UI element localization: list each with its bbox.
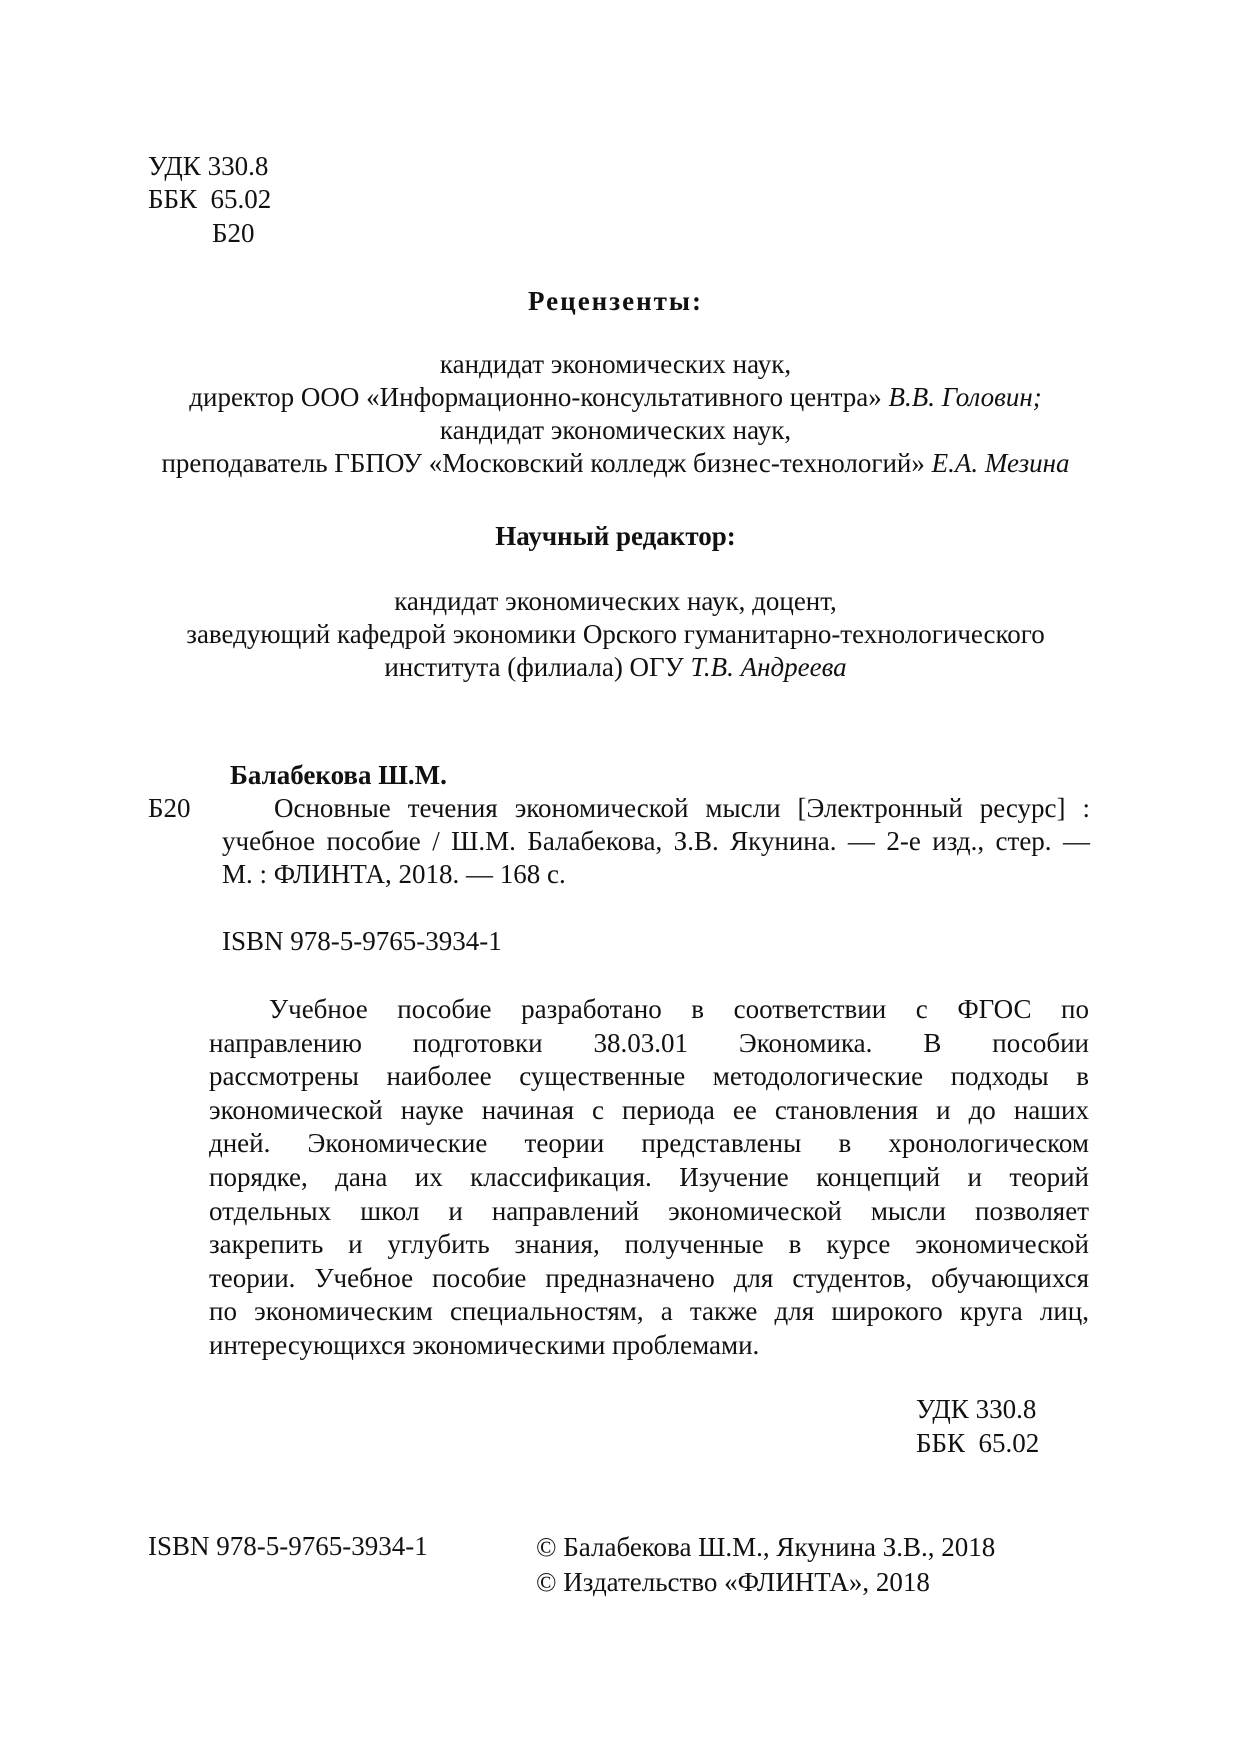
bib-isbn: ISBN 978-5-9765-3934-1 <box>222 926 502 956</box>
reviewer-line: кандидат экономических наук, <box>439 415 792 445</box>
annotation-line: порядке, дана их классификация. Изучение концепций и теорий <box>209 1161 1089 1192</box>
bib-line: учебное пособие / Ш.М. Балабекова, З.В. Якунина. — 2-е изд., стер. — <box>222 826 1090 856</box>
annotation-line: по экономическим специальностям, а также для широкого круга лиц, <box>209 1296 1089 1327</box>
bib-mark: Б20 <box>148 793 191 823</box>
annotation-line: закрепить и углубить знания, полученные в курсе экономической <box>209 1229 1089 1260</box>
annotation-line: рассмотрены наиболее существенные методологические подходы в <box>209 1061 1089 1092</box>
author-mark: Б20 <box>212 218 255 248</box>
editor-line: кандидат экономических наук, доцент, <box>394 586 837 616</box>
annotation-line: интересующихся экономическими проблемами. <box>209 1329 760 1360</box>
copyright-block <box>536 1530 995 1600</box>
editor-line: заведующий кафедрой экономики Орского гуманитарно-технологического <box>186 619 1045 649</box>
udk-code: УДК 330.8 <box>148 151 269 181</box>
reviewers-block <box>148 348 1083 480</box>
bbk-code: ББК 65.02 <box>148 184 272 214</box>
copyright-line: © Издательство «ФЛИНТА», 2018 <box>536 1567 930 1597</box>
reviewer-line: директор ООО «Информационно-консультативного центра» В.В. Головин; <box>189 382 1042 412</box>
annotation <box>209 993 1089 1363</box>
annotation-line: Учебное пособие разработано в соответствии с ФГОС по <box>269 994 1089 1024</box>
bib-description <box>222 792 1090 891</box>
copyright-line: © Балабекова Ш.М., Якунина З.В., 2018 <box>536 1532 996 1562</box>
footer-isbn: ISBN 978-5-9765-3934-1 <box>148 1531 428 1561</box>
bib-line: М. : ФЛИНТА, 2018. — 168 с. <box>222 859 566 889</box>
annotation-line: дней. Экономические теории представлены в хронологическом <box>209 1128 1089 1159</box>
annotation-line: экономической науке начиная с периода ее становления и до наших <box>209 1094 1089 1125</box>
bib-author: Балабекова Ш.М. <box>230 760 447 790</box>
annotation-line: отдельных школ и направлений экономической мысли позволяет <box>209 1195 1089 1226</box>
reviewer-line: преподаватель ГБПОУ «Московский колледж бизнес-технологий» Е.А. Мезина <box>161 448 1070 478</box>
bottom-udk-code: УДК 330.8 <box>916 1394 1037 1424</box>
bib-line: Основные течения экономической мысли [Электронный ресурс] : <box>274 793 1090 823</box>
bottom-bbk-code: ББК 65.02 <box>916 1428 1040 1458</box>
editor-line: института (филиала) ОГУ Т.В. Андреева <box>384 652 847 682</box>
editor-block <box>148 585 1083 684</box>
annotation-line: направлению подготовки 38.03.01 Экономика. В пособии <box>209 1027 1089 1058</box>
reviewer-line: кандидат экономических наук, <box>439 349 792 379</box>
reviewers-heading: Рецензенты: <box>528 286 703 316</box>
annotation-line: теории. Учебное пособие предназначено для студентов, обучающихся <box>209 1262 1089 1293</box>
editor-heading: Научный редактор: <box>495 521 736 551</box>
